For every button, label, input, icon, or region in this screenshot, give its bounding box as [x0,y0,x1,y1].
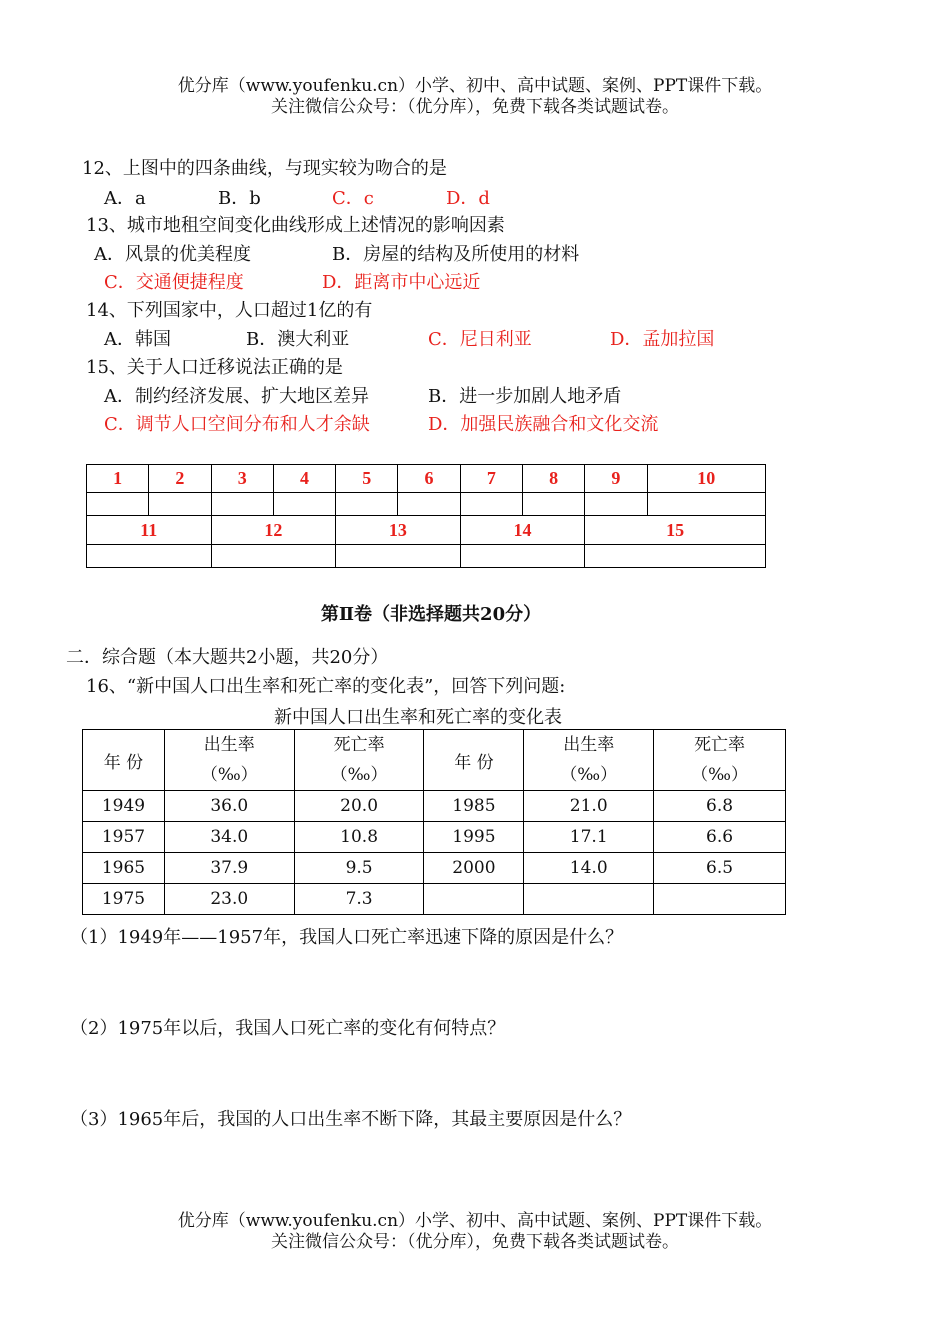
table-cell: 2000 [424,853,524,884]
q15-option-d: D．加强民族融合和文化交流 [428,414,659,435]
header-birth-label: 出生率 [563,735,615,755]
header-line-2: 关注微信公众号：（优分库），免费下载各类试题试卷。 [271,97,679,117]
section-2-heading: 二．综合题（本大题共2小题，共20分） [66,647,389,668]
table-title: 新中国人口出生率和死亡率的变化表 [274,707,562,728]
table-row [83,853,786,884]
answer-cell[interactable] [460,493,522,516]
question-14-stem: 14、下列国家中，人口超过1亿的有 [86,300,373,321]
header-birth-unit: （‰） [200,765,258,785]
q14-option-c: C．尼日利亚 [428,329,532,350]
answer-label: 12 [211,516,336,545]
table-cell: 10.8 [294,822,424,853]
table-cell: 1957 [83,822,165,853]
q13-option-c: C．交通便捷程度 [104,272,244,293]
q13-option-d: D．距离市中心远近 [322,272,481,293]
sub-question-2: （2）1975年以后，我国人口死亡率的变化有何特点？ [70,1018,506,1039]
header-year: 年 份 [83,730,165,791]
section-2-title: 第Ⅱ卷（非选择题共20分） [320,604,542,625]
table-cell: 1975 [83,884,165,915]
table-cell [654,884,786,915]
answer-label: 4 [273,465,335,493]
header-death-rate [294,730,424,791]
question-16-stem: 16、“新中国人口出生率和死亡率的变化表”，回答下列问题: [86,676,566,697]
footer-line-1: 优分库（www.youfenku.cn）小学、初中、高中试题、案例、PPT课件下载。 [177,1211,773,1231]
table-cell: 6.5 [654,853,786,884]
answer-label: 14 [460,516,585,545]
answer-cell[interactable] [87,493,149,516]
header-birth-unit: （‰） [560,765,618,785]
answer-cell[interactable] [398,493,460,516]
table-cell: 1985 [424,791,524,822]
answer-label: 1 [87,465,149,493]
table-cell: 1995 [424,822,524,853]
table-cell: 17.1 [524,822,654,853]
header-year: 年 份 [424,730,524,791]
answer-cell[interactable] [87,545,212,568]
answer-label: 11 [87,516,212,545]
q14-option-a: A．韩国 [104,329,171,350]
header-death-label: 死亡率 [694,735,746,755]
answer-table [86,464,766,568]
question-13-stem: 13、城市地租空间变化曲线形成上述情况的影响因素 [86,215,505,236]
answer-cell[interactable] [273,493,335,516]
header-death-label: 死亡率 [333,735,385,755]
answer-cell[interactable] [211,545,336,568]
table-cell: 21.0 [524,791,654,822]
header-birth-rate [524,730,654,791]
answer-cell[interactable] [336,493,398,516]
table-cell [524,884,654,915]
table-cell: 23.0 [164,884,294,915]
table-cell: 14.0 [524,853,654,884]
q14-option-b: B．澳大利亚 [246,329,350,350]
header-line-1: 优分库（www.youfenku.cn）小学、初中、高中试题、案例、PPT课件下载。 [177,76,773,96]
answer-label: 7 [460,465,522,493]
answer-label: 9 [585,465,647,493]
answer-cell[interactable] [149,493,211,516]
sub-question-3: （3）1965年后，我国的人口出生率不断下降，其最主要原因是什么？ [70,1109,632,1130]
table-cell: 9.5 [294,853,424,884]
q13-option-b: B．房屋的结构及所使用的材料 [332,244,580,265]
header-death-unit: （‰） [691,765,748,785]
table-cell: 7.3 [294,884,424,915]
answer-cell[interactable] [211,493,273,516]
answer-label: 6 [398,465,460,493]
footer-line-2: 关注微信公众号：（优分库），免费下载各类试题试卷。 [271,1232,679,1252]
answer-label: 3 [211,465,273,493]
table-row [83,791,786,822]
answer-label: 5 [336,465,398,493]
table-cell: 34.0 [164,822,294,853]
header-birth-label: 出生率 [203,735,255,755]
answer-label: 13 [336,516,461,545]
answer-cell[interactable] [522,493,584,516]
q15-option-b: B．进一步加剧人地矛盾 [428,386,622,407]
q13-option-a: A．风景的优美程度 [94,244,251,265]
q14-option-d: D．孟加拉国 [610,329,715,350]
answer-cell[interactable] [585,545,766,568]
answer-cell[interactable] [460,545,585,568]
table-cell: 1949 [83,791,165,822]
q15-option-a: A．制约经济发展、扩大地区差异 [104,386,369,407]
question-12-stem: 12、上图中的四条曲线，与现实较为吻合的是 [82,158,447,179]
answer-cell[interactable] [647,493,765,516]
q12-option-d: D．d [446,188,490,209]
answer-label: 10 [647,465,765,493]
answer-label: 2 [149,465,211,493]
table-cell: 6.6 [654,822,786,853]
question-15-stem: 15、关于人口迁移说法正确的是 [86,357,343,378]
header-death-rate [654,730,786,791]
q12-option-c: C．c [332,188,374,209]
table-cell: 6.8 [654,791,786,822]
answer-label: 15 [585,516,766,545]
answer-cell[interactable] [585,493,647,516]
table-cell: 36.0 [164,791,294,822]
header-birth-rate [164,730,294,791]
q15-option-c: C．调节人口空间分布和人才余缺 [104,414,370,435]
q12-option-a: A．a [104,188,146,209]
sub-question-1: （1）1949年——1957年，我国人口死亡率迅速下降的原因是什么？ [70,927,624,948]
table-cell: 1965 [83,853,165,884]
q12-option-b: B．b [218,188,261,209]
answer-cell[interactable] [336,545,461,568]
table-cell [424,884,524,915]
answer-label: 8 [522,465,584,493]
table-row [83,822,786,853]
birth-death-rate-table [82,729,786,915]
table-cell: 37.9 [164,853,294,884]
header-death-unit: （‰） [330,765,388,785]
table-cell: 20.0 [294,791,424,822]
table-row [83,884,786,915]
